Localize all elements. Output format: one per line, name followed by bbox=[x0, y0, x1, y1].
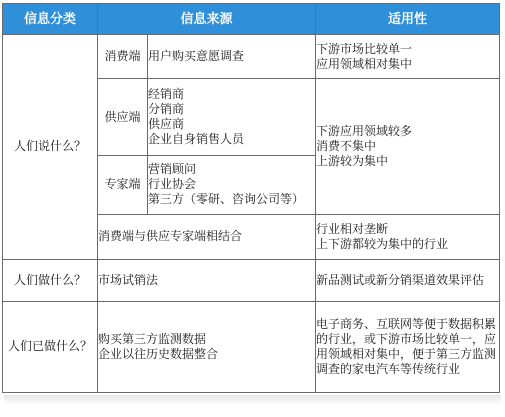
applicability-line: 行业相对垄断 bbox=[316, 221, 389, 236]
source-combined bbox=[98, 215, 316, 259]
source-consumer bbox=[148, 35, 316, 79]
info-source-table bbox=[2, 3, 500, 393]
source-line: 消费端与供应专家端相结合 bbox=[98, 229, 243, 244]
applicability-line: 上游较为集中 bbox=[316, 154, 389, 169]
header-applicability: 适用性 bbox=[316, 4, 500, 35]
source-did bbox=[98, 301, 316, 392]
table-row-did bbox=[3, 301, 500, 392]
source-line: 行业协会 bbox=[148, 177, 197, 192]
category-do: 人们做什么？ bbox=[3, 259, 98, 301]
source-line: 企业以往历史数据整合 bbox=[98, 346, 219, 361]
source-supply bbox=[148, 79, 316, 155]
source-line: 市场试销法 bbox=[98, 272, 159, 287]
header-row bbox=[3, 4, 500, 35]
table-row-do bbox=[3, 259, 500, 301]
source-do bbox=[98, 259, 316, 301]
source-line: 经销商 bbox=[148, 87, 185, 102]
header-source: 信息来源 bbox=[98, 4, 316, 35]
category-did: 人们已做什么？ bbox=[3, 301, 98, 392]
source-line: 营销顾问 bbox=[148, 162, 197, 177]
table-shadow bbox=[4, 395, 501, 405]
applicability-line: 消费不集中 bbox=[316, 139, 377, 154]
table-row-consumer bbox=[3, 35, 500, 79]
applicability-line: 下游市场比较单一 bbox=[316, 41, 413, 56]
sub-expert: 专家端 bbox=[98, 155, 148, 214]
source-line: 购买第三方监测数据 bbox=[98, 331, 207, 346]
source-line: 分销商 bbox=[148, 102, 185, 117]
sub-supply: 供应端 bbox=[98, 79, 148, 155]
sub-consumer: 消费端 bbox=[98, 35, 148, 79]
source-line: 用户购买意愿调查 bbox=[148, 49, 245, 64]
applicability-did bbox=[316, 301, 500, 392]
header-category: 信息分类 bbox=[3, 4, 98, 35]
source-expert bbox=[148, 155, 316, 214]
applicability-text: 新品测试或新分销渠道效果评估 bbox=[316, 272, 485, 287]
applicability-line: 应用领域相对集中 bbox=[316, 56, 413, 71]
source-line: 供应商 bbox=[148, 117, 185, 132]
applicability-line: 上下游都较为集中的行业 bbox=[316, 236, 449, 251]
applicability-combined bbox=[316, 215, 500, 259]
applicability-text: 电子商务、互联网等便于数据积累的行业，或下游市场比较单一，应用领域相对集中，便于第三方监测调查的家电汽车等传统行业 bbox=[316, 316, 497, 376]
applicability-supply-expert bbox=[316, 79, 500, 215]
source-line: 企业自身销售人员 bbox=[148, 132, 245, 147]
applicability-do bbox=[316, 259, 500, 301]
applicability-consumer bbox=[316, 35, 500, 79]
applicability-line: 下游应用领域较多 bbox=[316, 124, 413, 139]
category-say: 人们说什么？ bbox=[3, 35, 98, 260]
source-line: 第三方（零研、咨询公司等） bbox=[148, 192, 305, 207]
